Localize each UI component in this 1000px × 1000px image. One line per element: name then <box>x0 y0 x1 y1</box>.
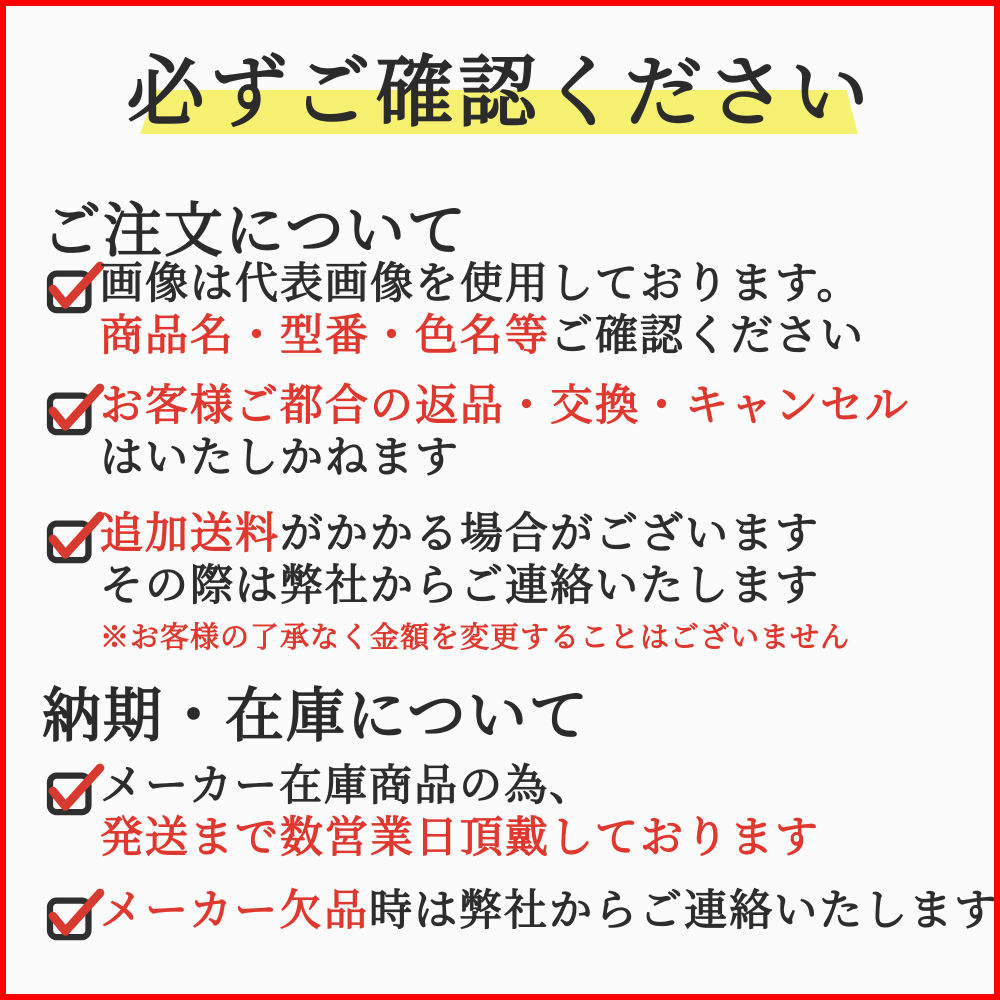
title-banner <box>0 0 1000 160</box>
text-run-red: 発送まで数営業日頂戴しております <box>100 813 820 863</box>
text-run-red: 商品名・型番・色名等 <box>100 311 550 361</box>
text-line <box>100 560 850 612</box>
text-line <box>100 310 865 362</box>
text-run: その際は弊社からご連絡いたします <box>100 561 820 611</box>
checklist-item <box>46 885 999 941</box>
checkbox-check-icon <box>46 891 104 941</box>
text-line <box>100 508 850 560</box>
text-line <box>100 432 910 484</box>
checklist-item <box>46 258 865 362</box>
checkbox-check-icon <box>46 386 104 436</box>
text-line <box>100 885 999 937</box>
text-run-red: お客様ご都合の返品・交換・キャンセル <box>100 381 910 431</box>
text-line <box>100 812 820 864</box>
checklist-item-text <box>100 760 820 864</box>
checkbox-check-icon <box>46 514 104 564</box>
text-run: がかかる場合がございます <box>280 509 820 559</box>
checklist-item <box>46 760 820 864</box>
text-line <box>100 258 865 310</box>
checklist-item-text <box>100 258 865 362</box>
text-run: 画像は代表画像を使用しております。 <box>100 259 862 309</box>
text-run-red: 追加送料 <box>100 509 280 559</box>
checklist-item <box>46 508 850 654</box>
checklist-item <box>46 380 910 484</box>
checklist-item-text <box>100 885 999 937</box>
checklist-item-text <box>100 380 910 484</box>
checkbox-check-icon <box>46 766 104 816</box>
section-heading-delivery-stock: 納期・在庫について <box>42 681 590 750</box>
page-title: 必ずご確認ください <box>126 47 874 138</box>
text-line <box>100 380 910 432</box>
checkbox-check-icon <box>46 264 104 314</box>
text-run: はいたしかねます <box>100 433 460 483</box>
text-run: ご確認ください <box>550 311 865 361</box>
section-heading-order: ご注文について <box>42 196 468 265</box>
text-run: メーカー在庫商品の為、 <box>100 761 595 811</box>
text-run-red: メーカー欠品 <box>100 886 370 936</box>
disclaimer-note: ※お客様の了承なく金額を変更することはございません <box>100 620 851 654</box>
text-run: 時は弊社からご連絡いたします <box>369 886 1000 936</box>
text-line <box>100 760 820 812</box>
checklist-item-text <box>100 508 850 654</box>
